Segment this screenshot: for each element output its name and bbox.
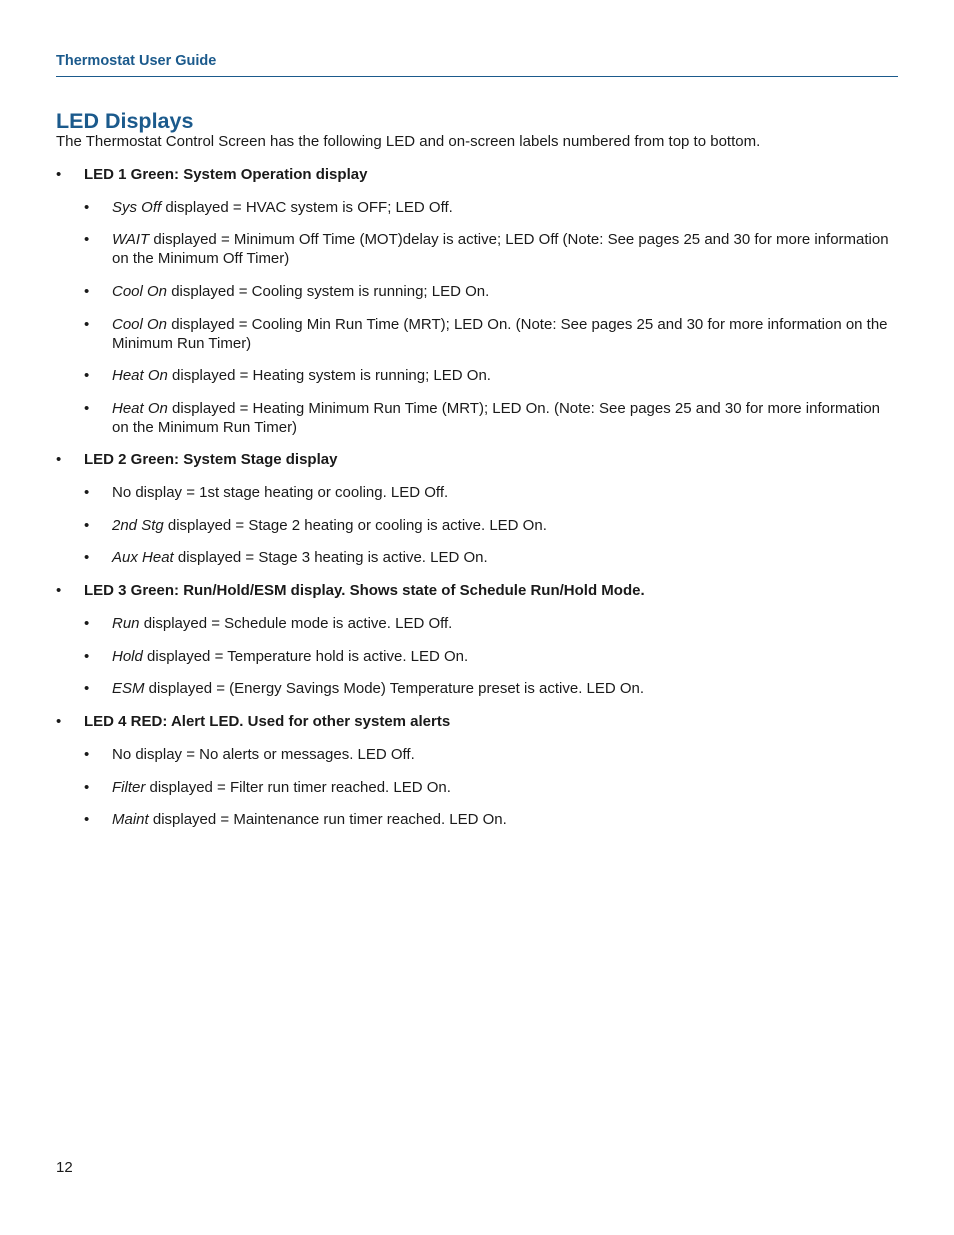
item-description: displayed = HVAC system is OFF; LED Off. (161, 199, 453, 216)
item-description: displayed = Cooling Min Run Time (MRT); LED On. (Note: See pages 25 and 30 for more information on the Minimum Run Timer) (112, 316, 888, 352)
display-label: Hold (112, 648, 143, 665)
bullet: • (84, 549, 90, 566)
item-description: displayed = Schedule mode is active. LED Off. (139, 615, 453, 632)
display-label: Aux Heat (112, 549, 174, 566)
led-heading-text: LED 2 Green: System Stage display (84, 451, 338, 468)
item-description: displayed = (Energy Savings Mode) Temperature preset is active. LED On. (144, 680, 645, 697)
display-label: Run (112, 615, 140, 632)
item-description: displayed = Heating system is running; LED On. (167, 367, 491, 384)
list-item (84, 779, 898, 798)
list-item (84, 316, 898, 353)
bullet: • (84, 316, 90, 333)
list-item (84, 680, 898, 699)
list-item (84, 746, 898, 765)
list-item (84, 199, 898, 218)
list-item (84, 367, 898, 386)
bullet: • (84, 680, 90, 697)
page-number: 12 (56, 1159, 73, 1176)
led-2-heading (56, 451, 898, 470)
display-label: Cool On (112, 316, 168, 333)
led-3-heading (56, 582, 898, 601)
item-description: displayed = Stage 2 heating or cooling is active. LED On. (163, 517, 547, 534)
item-description: displayed = Cooling system is running; LED On. (167, 283, 490, 300)
bullet: • (84, 648, 90, 665)
bullet: • (56, 713, 62, 730)
led-heading-text: LED 4 RED: Alert LED. Used for other system alerts (84, 713, 451, 730)
list-item (84, 811, 898, 830)
bullet: • (84, 779, 90, 796)
display-label: Maint (112, 811, 149, 828)
item-description: No display = 1st stage heating or cooling. LED Off. (112, 484, 449, 501)
bullet: • (84, 615, 90, 632)
list-item (84, 648, 898, 667)
bullet: • (84, 746, 90, 763)
list-item (84, 517, 898, 536)
bullet: • (84, 400, 90, 417)
display-label: Heat On (112, 400, 168, 417)
display-label: Sys Off (112, 199, 162, 216)
intro-paragraph: The Thermostat Control Screen has the following LED and on-screen labels numbered from top to bottom. (56, 133, 761, 150)
running-head: Thermostat User Guide (56, 53, 217, 69)
display-label: 2nd Stg (112, 517, 164, 534)
bullet: • (84, 283, 90, 300)
bullet: • (56, 166, 62, 183)
led-heading-text: LED 3 Green: Run/Hold/ESM display. Shows state of Schedule Run/Hold Mode. (84, 582, 645, 599)
list-item (84, 615, 898, 634)
bullet: • (84, 811, 90, 828)
header-rule (56, 76, 898, 77)
item-description: displayed = Temperature hold is active. LED On. (142, 648, 469, 665)
led-heading-text: LED 1 Green: System Operation display (84, 166, 368, 183)
item-description: displayed = Maintenance run timer reached. LED On. (148, 811, 507, 828)
display-label: ESM (112, 680, 145, 697)
display-label: Filter (112, 779, 146, 796)
bullet: • (84, 517, 90, 534)
list-item (84, 400, 898, 437)
bullet: • (56, 582, 62, 599)
led-1-heading (56, 166, 898, 185)
item-description: displayed = Filter run timer reached. LED On. (145, 779, 451, 796)
item-description: displayed = Stage 3 heating is active. LED On. (173, 549, 488, 566)
item-description: No display = No alerts or messages. LED Off. (112, 746, 415, 763)
item-description: displayed = Heating Minimum Run Time (MRT); LED On. (Note: See pages 25 and 30 for more information on the Minimum Run Timer) (112, 400, 881, 436)
bullet: • (84, 484, 90, 501)
display-label: WAIT (112, 231, 150, 248)
bullet: • (56, 451, 62, 468)
bullet: • (84, 367, 90, 384)
bullet: • (84, 231, 90, 248)
section-title: LED Displays (56, 109, 194, 133)
display-label: Cool On (112, 283, 168, 300)
led-4-heading (56, 713, 898, 732)
list-item (84, 484, 898, 503)
display-label: Heat On (112, 367, 168, 384)
list-item (84, 231, 898, 268)
list-item (84, 283, 898, 302)
item-description: displayed = Minimum Off Time (MOT)delay is active; LED Off (Note: See pages 25 and 30 for more information on the Minimum Off Timer) (112, 231, 889, 267)
bullet: • (84, 199, 90, 216)
list-item (84, 549, 898, 568)
